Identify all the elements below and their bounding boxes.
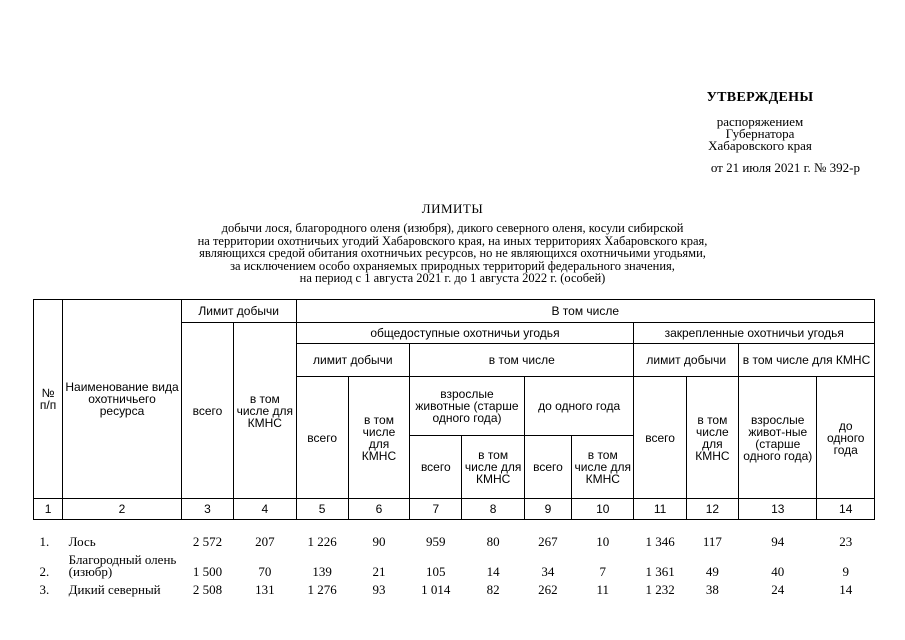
- row-value: 14: [486, 563, 500, 579]
- subtitle-line: являющихся средой обитания охотничьих ресурсов, но не являющихся охотничьими угодьями,: [199, 246, 706, 260]
- subtitle-line: на период с 1 августа 2021 г. до 1 августа 2022 г. (особей): [299, 271, 606, 285]
- row-value: 1 226: [307, 533, 337, 549]
- column-number: 11: [634, 499, 686, 520]
- column-number: 9: [524, 499, 571, 520]
- header-public-including: в том числе: [410, 344, 634, 377]
- row-value: 38: [705, 581, 719, 597]
- header-assigned-kmns: в том числе для КМНС: [739, 344, 875, 377]
- column-number: 8: [462, 499, 524, 520]
- row-value: 2 508: [192, 581, 223, 597]
- header-adult-kmns: в том числе для КМНС: [462, 436, 524, 499]
- table-header: [34, 300, 875, 520]
- header-no: № п/п: [34, 300, 63, 499]
- row-value: 2 572: [192, 533, 223, 549]
- row-value: 21: [372, 563, 386, 579]
- limits-table: [33, 299, 875, 596]
- column-number: 6: [348, 499, 409, 520]
- row-value: 267: [538, 533, 558, 549]
- header-kmns: в том числе для КМНС: [234, 323, 296, 499]
- approval-line-2: Губернатора: [725, 126, 795, 141]
- row-value: 70: [258, 563, 272, 579]
- table-body: [34, 520, 875, 596]
- column-number: 12: [686, 499, 738, 520]
- column-number: 4: [234, 499, 296, 520]
- table-row: [34, 520, 875, 548]
- column-number: 2: [63, 499, 182, 520]
- row-number: 2.: [39, 563, 50, 579]
- header-assigned-kmns-limit: в том числе для КМНС: [686, 377, 738, 499]
- approval-date: от 21 июля 2021 г. № 392-р: [710, 160, 860, 175]
- row-number: 3.: [39, 581, 50, 597]
- document-subtitle: [100, 222, 805, 285]
- row-value: 1 232: [645, 581, 675, 597]
- row-value: 94: [771, 533, 785, 549]
- column-number: 3: [181, 499, 233, 520]
- row-value: 10: [596, 533, 610, 549]
- subtitle-line: добычи лося, благородного оленя (изюбря), дикого северного оленя, косули сибирской: [221, 221, 684, 235]
- row-value: 23: [839, 533, 853, 549]
- header-public-kmns: в том числе для КМНС: [348, 377, 409, 499]
- row-number: 1.: [39, 533, 50, 549]
- header-total: всего: [181, 323, 233, 499]
- approval-block: [660, 90, 860, 176]
- header-including: В том числе: [296, 300, 875, 323]
- row-value: 139: [312, 563, 332, 579]
- row-value: 14: [839, 581, 853, 597]
- table-row: [34, 548, 875, 578]
- row-value: 1 014: [421, 581, 451, 597]
- row-value: 117: [702, 533, 722, 549]
- column-number: 13: [739, 499, 817, 520]
- row-value: 9: [842, 563, 849, 579]
- header-adult-total: всего: [410, 436, 462, 499]
- row-value: 11: [596, 581, 609, 597]
- header-assigned-limit: лимит добычи: [634, 344, 739, 377]
- approval-line-1: распоряжением: [716, 114, 804, 129]
- column-number: 1: [34, 499, 63, 520]
- row-value: 80: [486, 533, 500, 549]
- row-value: 1 276: [307, 581, 337, 597]
- header-public-grounds: общедоступные охотничьи угодья: [296, 323, 634, 344]
- approval-heading: УТВЕРЖДЕНЫ: [706, 90, 814, 105]
- header-public-limit: лимит добычи: [296, 344, 410, 377]
- header-public-adult: взрослые животные (старше одного года): [410, 377, 525, 436]
- row-value: 262: [538, 581, 558, 597]
- row-value: 207: [255, 533, 275, 549]
- row-value: 959: [426, 533, 446, 549]
- row-value: 1 361: [645, 563, 675, 579]
- document-title: ЛИМИТЫ: [421, 201, 484, 216]
- row-value: 93: [372, 581, 386, 597]
- row-value: 24: [771, 581, 785, 597]
- row-value: 7: [599, 563, 606, 579]
- column-number: 10: [572, 499, 634, 520]
- header-public-young: до одного года: [524, 377, 634, 436]
- column-number: 14: [817, 499, 875, 520]
- approval-line-3: Хабаровского края: [708, 138, 812, 153]
- row-species-name: Лось: [68, 533, 96, 549]
- row-value: 49: [705, 563, 719, 579]
- column-number: 7: [410, 499, 462, 520]
- row-value: 131: [255, 581, 275, 597]
- subtitle-line: на территории охотничьих угодий Хабаровского края, на иных территориях Хабаровского края,: [197, 233, 708, 248]
- header-young-total: всего: [524, 436, 571, 499]
- header-assigned-total: всего: [634, 377, 686, 499]
- row-value: 82: [486, 581, 500, 597]
- header-assigned-young: до одного года: [817, 377, 875, 499]
- row-value: 105: [426, 563, 446, 579]
- header-assigned-grounds: закрепленные охотничьи угодья: [634, 323, 875, 344]
- table-row: [34, 578, 875, 596]
- header-young-kmns: в том числе для КМНС: [572, 436, 634, 499]
- row-value: 1 500: [192, 563, 223, 579]
- row-value: 90: [372, 533, 386, 549]
- header-public-total: всего: [296, 377, 348, 499]
- header-limit: Лимит добычи: [181, 300, 296, 323]
- column-number-row: [34, 499, 875, 520]
- row-value: 34: [541, 563, 555, 579]
- header-name: Наименование вида охотничьего ресурса: [63, 300, 182, 499]
- row-species-name: Дикий северный: [68, 581, 161, 597]
- row-species-name: Благородный олень (изюбр): [68, 551, 177, 579]
- header-assigned-adult: взрослые живот-ные (старше одного года): [739, 377, 817, 499]
- row-value: 1 346: [645, 533, 675, 549]
- row-value: 40: [771, 563, 785, 579]
- column-number: 5: [296, 499, 348, 520]
- subtitle-line: за исключением особо охраняемых природных территорий федерального значения,: [230, 258, 675, 273]
